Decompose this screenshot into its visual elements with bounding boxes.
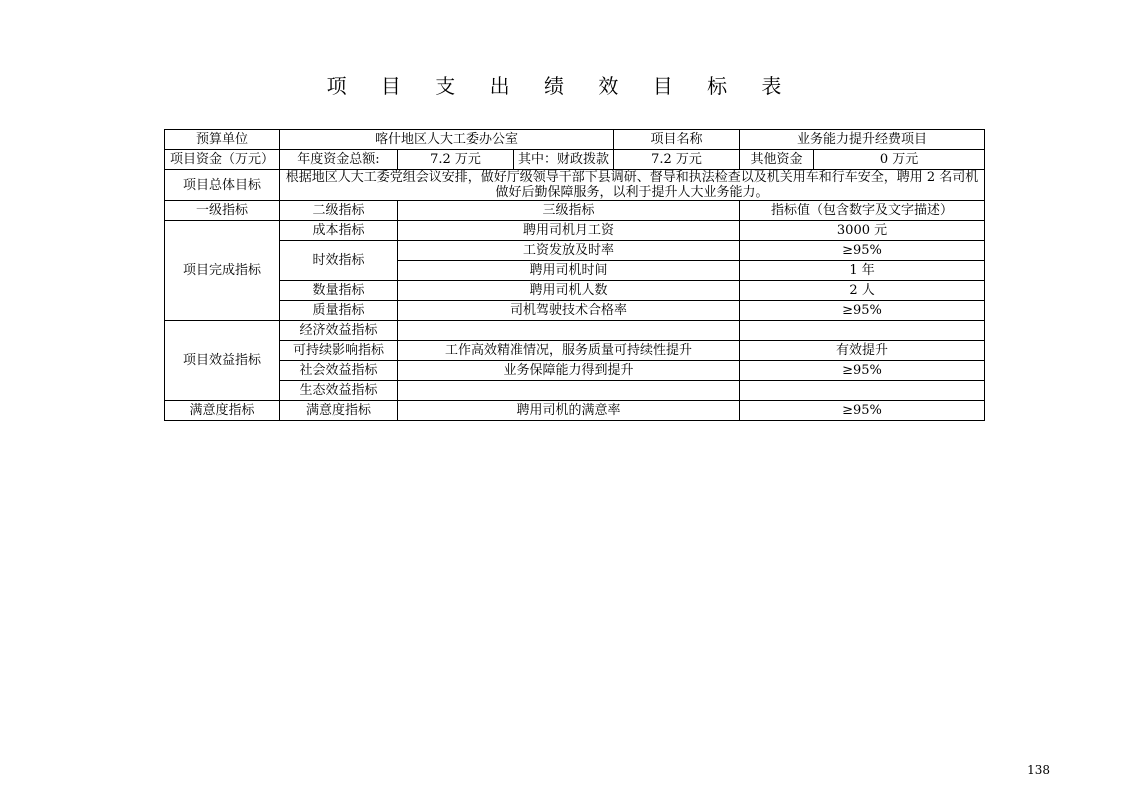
table-row <box>165 301 985 321</box>
time-indicator-item-1: 工资发放及时率 <box>398 241 740 261</box>
project-name-label: 项目名称 <box>614 130 740 150</box>
fiscal-funds-value: 7.2 万元 <box>614 150 740 170</box>
page-title: 项 目 支 出 绩 效 目 标 表 <box>326 74 796 98</box>
other-funds-label: 其他资金 <box>740 150 814 170</box>
quality-indicator-value: ≥95% <box>740 301 985 321</box>
table-row <box>165 341 985 361</box>
satisfaction-indicators-label: 满意度指标 <box>165 401 280 421</box>
cost-indicator-label: 成本指标 <box>280 221 398 241</box>
quantity-indicator-value: 2 人 <box>740 281 985 301</box>
social-benefit-item: 业务保障能力得到提升 <box>398 361 740 381</box>
column-header-level2: 二级指标 <box>280 201 398 221</box>
table-row <box>165 401 985 421</box>
budget-unit-value: 喀什地区人大工委办公室 <box>280 130 614 150</box>
economic-benefit-item <box>398 321 740 341</box>
overall-goal-text: 根据地区人大工委党组会议安排，做好厅级领导干部下县调研、督导和执法检查以及机关用车和行车安全，聘用 2 名司机做好后勤保障服务，以利于提升人大业务能力。 <box>280 170 985 201</box>
sustainable-impact-value: 有效提升 <box>740 341 985 361</box>
sustainable-impact-item: 工作高效精准情况，服务质量可持续性提升 <box>398 341 740 361</box>
cost-indicator-value: 3000 元 <box>740 221 985 241</box>
other-funds-value: 0 万元 <box>814 150 985 170</box>
table-row <box>165 281 985 301</box>
project-name-value: 业务能力提升经费项目 <box>740 130 985 150</box>
sustainable-impact-label: 可持续影响指标 <box>280 341 398 361</box>
table-row-funds <box>165 150 985 170</box>
funds-label: 项目资金（万元） <box>165 150 280 170</box>
table-row <box>165 241 985 261</box>
satisfaction-sub-label: 满意度指标 <box>280 401 398 421</box>
page-number: 138 <box>1027 763 1050 777</box>
table-row <box>165 381 985 401</box>
cost-indicator-item: 聘用司机月工资 <box>398 221 740 241</box>
annual-total-value: 7.2 万元 <box>398 150 514 170</box>
table-row-budget-unit <box>165 130 985 150</box>
quantity-indicator-label: 数量指标 <box>280 281 398 301</box>
completion-indicators-label: 项目完成指标 <box>165 221 280 321</box>
ecological-benefit-label: 生态效益指标 <box>280 381 398 401</box>
quality-indicator-label: 质量指标 <box>280 301 398 321</box>
satisfaction-value: ≥95% <box>740 401 985 421</box>
fiscal-funds-label: 其中：财政拨款 <box>514 150 614 170</box>
table-row <box>165 361 985 381</box>
benefit-indicators-label: 项目效益指标 <box>165 321 280 401</box>
annual-total-label: 年度资金总额: <box>280 150 398 170</box>
column-header-value: 指标值（包含数字及文字描述） <box>740 201 985 221</box>
table-header-row <box>165 201 985 221</box>
satisfaction-item: 聘用司机的满意率 <box>398 401 740 421</box>
performance-target-table <box>164 129 985 421</box>
social-benefit-label: 社会效益指标 <box>280 361 398 381</box>
column-header-level3: 三级指标 <box>398 201 740 221</box>
time-indicator-item-2: 聘用司机时间 <box>398 261 740 281</box>
ecological-benefit-value <box>740 381 985 401</box>
time-indicator-value-1: ≥95% <box>740 241 985 261</box>
ecological-benefit-item <box>398 381 740 401</box>
budget-unit-label: 预算单位 <box>165 130 280 150</box>
overall-goal-label: 项目总体目标 <box>165 170 280 201</box>
table-row <box>165 221 985 241</box>
social-benefit-value: ≥95% <box>740 361 985 381</box>
time-indicator-label: 时效指标 <box>280 241 398 281</box>
economic-benefit-value <box>740 321 985 341</box>
quantity-indicator-item: 聘用司机人数 <box>398 281 740 301</box>
economic-benefit-label: 经济效益指标 <box>280 321 398 341</box>
column-header-level1: 一级指标 <box>165 201 280 221</box>
quality-indicator-item: 司机驾驶技术合格率 <box>398 301 740 321</box>
table-row-goal <box>165 170 985 201</box>
time-indicator-value-2: 1 年 <box>740 261 985 281</box>
table-row <box>165 321 985 341</box>
